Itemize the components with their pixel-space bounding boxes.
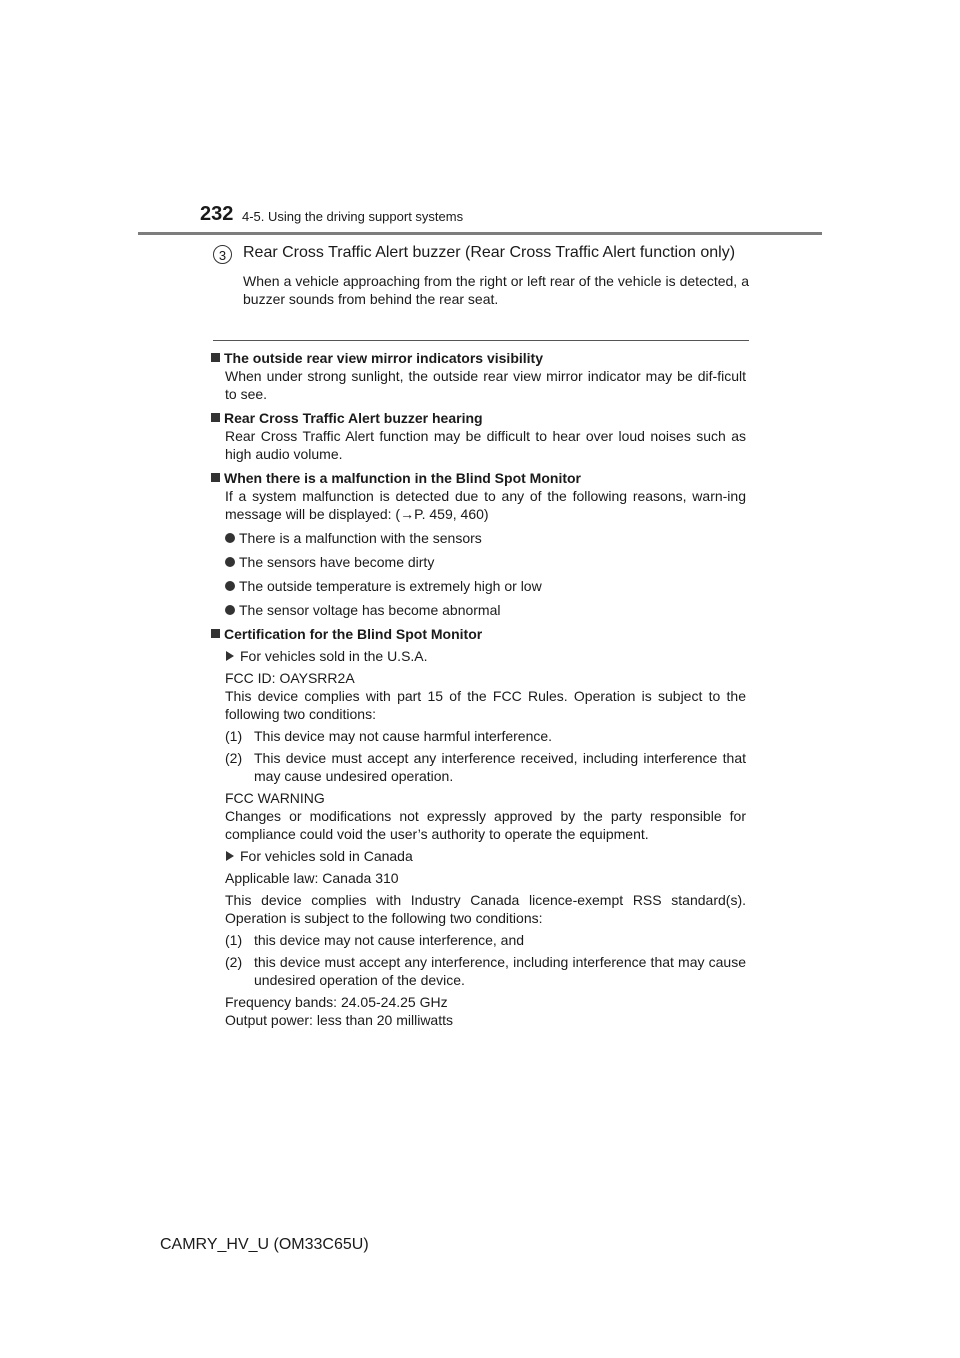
section-body: If a system malfunction is detected due to any of the following reasons, warn-ing message will be displayed: (→P. 459, 460) — [225, 488, 746, 522]
item-divider — [213, 340, 749, 341]
square-bullet-icon — [211, 473, 220, 482]
condition-text: This device may not cause harmful interference. — [254, 728, 553, 744]
circled-number-3: 3 — [213, 245, 232, 264]
triangle-bullet-icon — [226, 851, 234, 861]
subsection-label: For vehicles sold in the U.S.A. — [240, 648, 428, 664]
fcc-intro: This device complies with part 15 of the FCC Rules. Operation is subject to the following two conditions: — [225, 688, 746, 722]
condition-number: (1) — [225, 728, 243, 744]
fcc-id: FCC ID: OAYSRR2A — [225, 670, 355, 686]
list-item — [210, 553, 746, 571]
list-item-text: The sensors have become dirty — [239, 554, 435, 570]
subsection-label: For vehicles sold in Canada — [240, 848, 413, 864]
list-item-text: The outside temperature is extremely high or low — [239, 578, 542, 594]
list-item — [210, 577, 746, 595]
section-heading-malfunction — [210, 469, 746, 487]
round-bullet-icon — [225, 533, 235, 543]
output-power: Output power: less than 20 milliwatts — [225, 1012, 453, 1028]
model-code-footer: CAMRY_HV_U (OM33C65U) — [160, 1236, 369, 1253]
section-heading-buzzer-hearing — [210, 409, 746, 427]
square-bullet-icon — [211, 629, 220, 638]
section-title: 4-5. Using the driving support systems — [242, 209, 464, 224]
condition-text: this device must accept any interference, including interference that may cause undesired operation of the device. — [254, 954, 746, 988]
notes-content — [210, 349, 746, 1029]
condition-item — [210, 727, 746, 745]
canada-intro: This device complies with Industry Canada licence-exempt RSS standard(s). Operation is subject to the following two conditions: — [225, 892, 746, 926]
header-rule — [138, 232, 822, 235]
condition-item — [210, 953, 746, 989]
list-item — [210, 601, 746, 619]
condition-number: (2) — [225, 750, 243, 766]
frequency-bands: Frequency bands: 24.05-24.25 GHz — [225, 994, 448, 1010]
round-bullet-icon — [225, 581, 235, 591]
item-3-description: When a vehicle approaching from the right or left rear of the vehicle is detected, a buzzer sounds from behind the rear seat. — [243, 273, 749, 307]
condition-number: (1) — [225, 932, 243, 948]
page-number: 232 — [200, 203, 234, 225]
item-3-title: Rear Cross Traffic Alert buzzer (Rear Cross Traffic Alert function only) — [243, 244, 736, 261]
condition-text: this device may not cause interference, and — [254, 932, 525, 948]
heading-text: The outside rear view mirror indicators visibility — [224, 350, 543, 366]
subsection-usa — [210, 647, 746, 665]
section-body: Rear Cross Traffic Alert function may be difficult to hear over loud noises such as high audio volume. — [225, 428, 746, 462]
triangle-bullet-icon — [226, 651, 234, 661]
heading-text: Certification for the Blind Spot Monitor — [224, 626, 483, 642]
heading-text: When there is a malfunction in the Blind Spot Monitor — [224, 470, 581, 486]
fcc-warning-title: FCC WARNING — [225, 790, 325, 806]
subsection-canada — [210, 847, 746, 865]
list-item-text: The sensor voltage has become abnormal — [239, 602, 501, 618]
condition-item — [210, 931, 746, 949]
heading-text: Rear Cross Traffic Alert buzzer hearing — [224, 410, 483, 426]
square-bullet-icon — [211, 353, 220, 362]
condition-number: (2) — [225, 954, 243, 970]
fcc-warning-text: Changes or modifications not expressly approved by the party responsible for compliance could void the user’s authority to operate the equipment. — [225, 808, 746, 842]
section-heading-certification — [210, 625, 746, 643]
condition-text: This device must accept any interference received, including interference that may cause undesired operation. — [254, 750, 746, 784]
list-item — [210, 529, 746, 547]
round-bullet-icon — [225, 605, 235, 615]
item-3 — [213, 242, 749, 308]
applicable-law: Applicable law: Canada 310 — [225, 870, 399, 886]
list-item-text: There is a malfunction with the sensors — [239, 530, 482, 546]
square-bullet-icon — [211, 413, 220, 422]
section-heading-mirror-visibility — [210, 349, 746, 367]
section-body: When under strong sunlight, the outside rear view mirror indicator may be dif-ficult to see. — [225, 368, 746, 402]
condition-item — [210, 749, 746, 785]
round-bullet-icon — [225, 557, 235, 567]
